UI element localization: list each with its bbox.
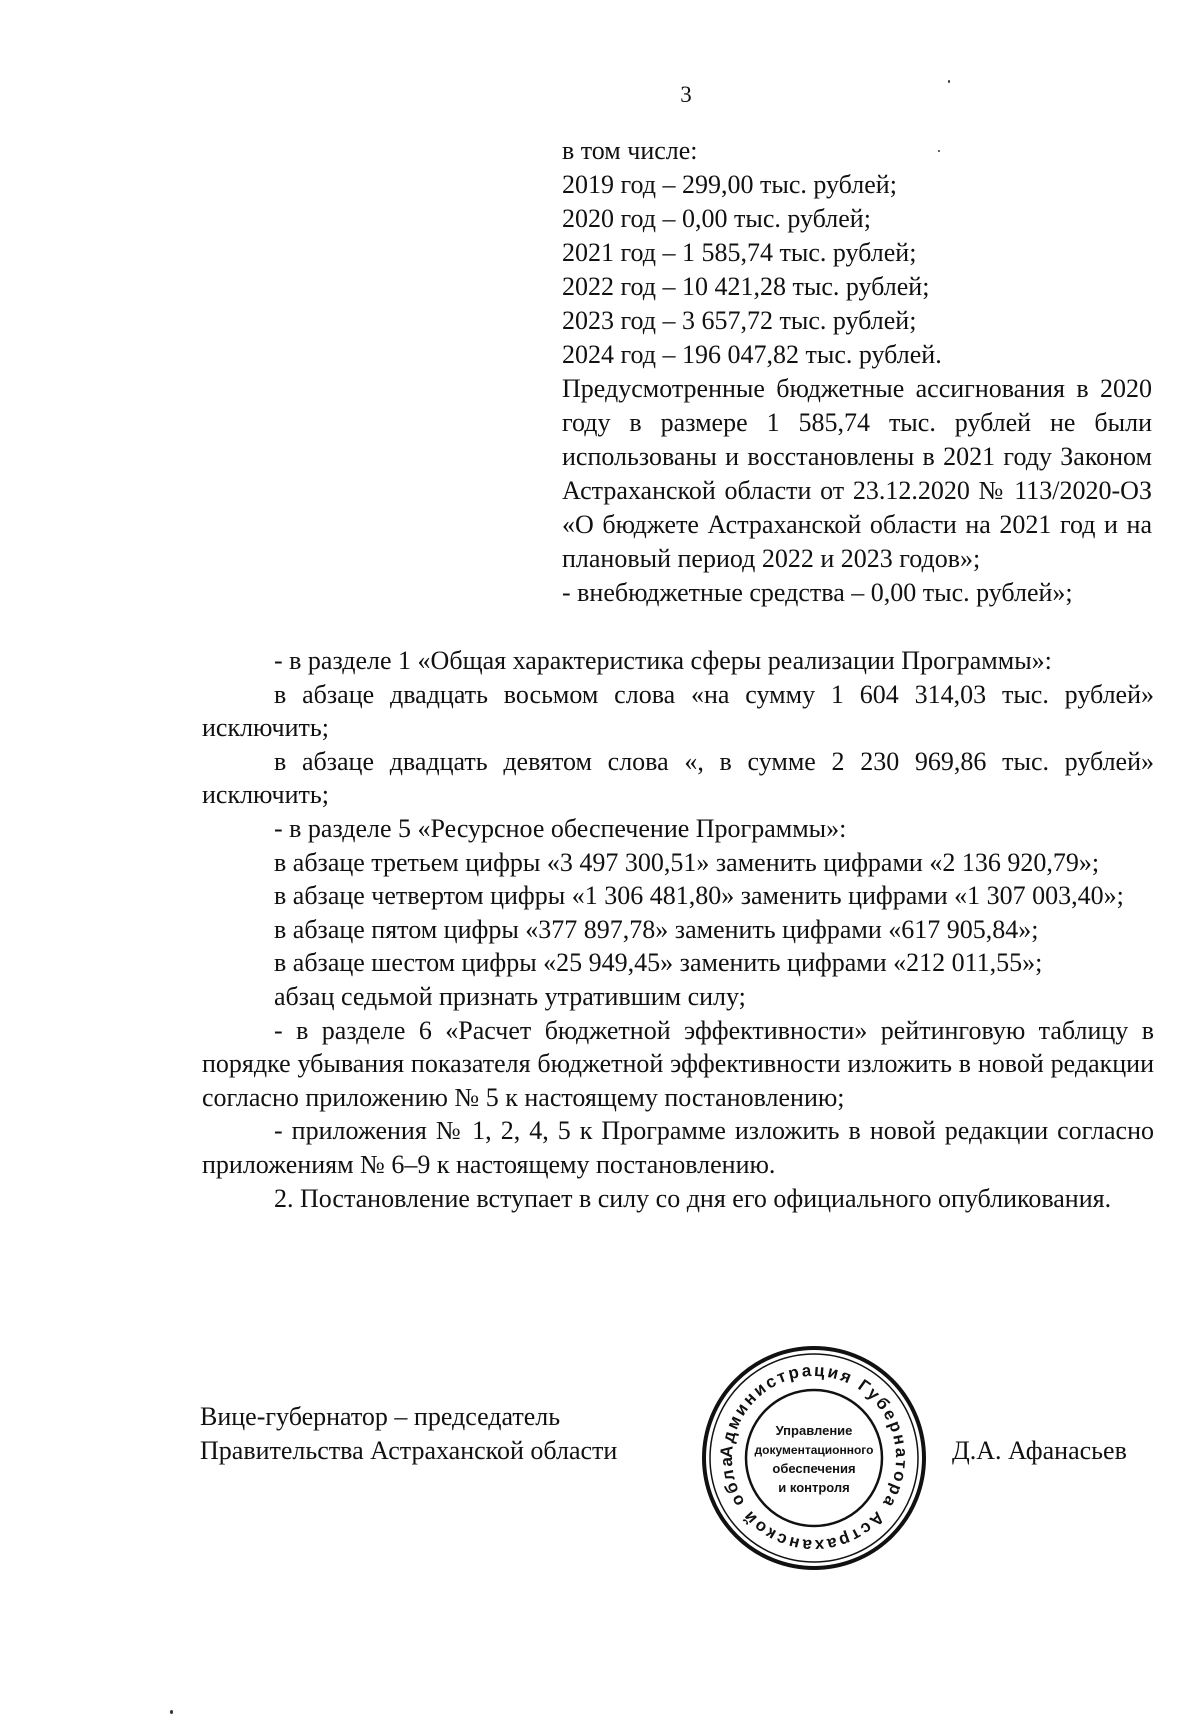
seal-inner-line-4: и контроля xyxy=(778,1480,850,1495)
effective-date-clause: 2. Постановление вступает в силу со дня его официального опубликования. xyxy=(274,1183,1112,1213)
section-6-amendment: - в разделе 6 «Расчет бюджетной эффективности» рейтинговую таблицу в порядке убывания показателя бюджетной эффективности изложить в новой редакции согласно приложению № 5 к настоящему постановлению; xyxy=(202,1015,1154,1112)
funding-year-2019: 2019 год – 299,00 тыс. рублей; xyxy=(562,170,897,199)
appendices-amendment: - приложения № 1, 2, 4, 5 к Программе изложить в новой редакции согласно приложениям № 6–9 к настоящему постановлению. xyxy=(202,1116,1154,1179)
seal-graphic xyxy=(700,1344,928,1572)
funding-year-2023: 2023 год – 3 657,72 тыс. рублей; xyxy=(562,306,917,335)
section-1-heading: - в разделе 1 «Общая характеристика сферы реализации Программы»: xyxy=(274,646,1052,675)
scan-speck xyxy=(938,150,940,152)
paragraph-3-amendment: в абзаце третьем цифры «3 497 300,51» заменить цифрами «2 136 920,79»; xyxy=(274,847,1100,877)
official-seal xyxy=(700,1344,928,1572)
section-5-heading: - в разделе 5 «Ресурсное обеспечение Программы»: xyxy=(274,813,847,843)
paragraph-5-amendment: в абзаце пятом цифры «377 897,78» заменить цифрами «617 905,84»; xyxy=(274,914,1039,944)
scan-speck xyxy=(170,1710,173,1714)
signatory-position-line-2: Правительства Астраханской области xyxy=(200,1436,618,1465)
paragraph-4-amendment: в абзаце четвертом цифры «1 306 481,80» заменить цифрами «1 307 003,40»; xyxy=(274,881,1124,911)
funding-intro: в том числе: xyxy=(562,136,698,165)
budget-note-paragraph: Предусмотренные бюджетные ассигнования в 2020 году в размере 1 585,74 тыс. рублей не были использованы и восстановлены в 2021 году Законом Астраханской области от 23.12.2020 № 113/2020-ОЗ «О бюджете Астраханской области на 2021 год и на плановый период 2022 и 2023 годов»; xyxy=(562,374,1152,573)
seal-outer-text: Администрация Губернатора Астраханской обла xyxy=(716,1360,912,1556)
seal-inner-line-2: документационного xyxy=(754,1443,874,1457)
funding-year-2021: 2021 год – 1 585,74 тыс. рублей; xyxy=(562,238,917,267)
signatory-position xyxy=(200,1400,617,1468)
funding-year-2020: 2020 год – 0,00 тыс. рублей; xyxy=(562,204,871,233)
paragraph-7-repeal: абзац седьмой признать утратившим силу; xyxy=(274,981,746,1011)
paragraph-6-amendment: в абзаце шестом цифры «25 949,45» заменить цифрами «212 011,55»; xyxy=(274,948,1043,978)
seal-inner-line-3: обеспечения xyxy=(772,1461,856,1476)
paragraph-28-amendment: в абзаце двадцать восьмом слова «на сумму 1 604 314,03 тыс. рублей» исключить; xyxy=(202,679,1154,743)
document-body xyxy=(202,644,1154,1215)
extrabudgetary-line: - внебюджетные средства – 0,00 тыс. рублей»; xyxy=(562,578,1073,607)
funding-breakdown xyxy=(562,134,1152,610)
scan-speck xyxy=(948,80,950,83)
funding-year-2022: 2022 год – 10 421,28 тыс. рублей; xyxy=(562,272,930,301)
signatory-position-line-1: Вице-губернатор – председатель xyxy=(200,1402,561,1431)
page-number: 3 xyxy=(680,82,692,107)
seal-inner-line-1: Управление xyxy=(775,1423,853,1438)
paragraph-29-amendment: в абзаце двадцать девятом слова «, в сумме 2 230 969,86 тыс. рублей» исключить; xyxy=(202,746,1154,810)
funding-year-2024: 2024 год – 196 047,82 тыс. рублей. xyxy=(562,340,942,369)
signatory-name: Д.А. Афанасьев xyxy=(952,1436,1127,1465)
